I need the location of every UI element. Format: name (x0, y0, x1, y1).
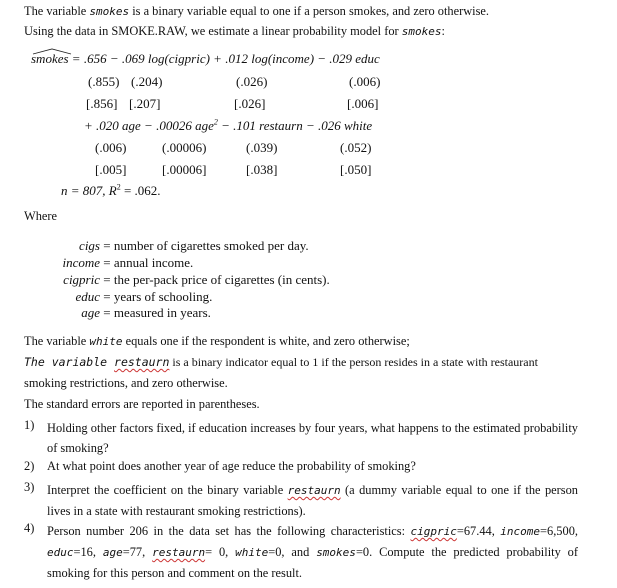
var-restaurn: restaurn (114, 355, 170, 369)
definition-cigs: cigs = number of cigarettes smoked per day. (79, 238, 309, 253)
se-row-1-d: (.006) (349, 74, 381, 89)
rse-row-1-c: [.026] (234, 96, 266, 111)
se-row-2-b: (.00006) (162, 140, 207, 155)
var-educ-q4: educ (47, 546, 74, 559)
var-white-q4: white (235, 546, 269, 559)
note-white: The variable white equals one if the respondent is white, and zero otherwise; (24, 334, 410, 348)
note-restaurn-cont: smoking restrictions, and zero otherwise. (24, 376, 228, 390)
var-smokes-2: smokes (401, 25, 442, 38)
var-white: white (89, 335, 123, 348)
se-row-1-b: (.204) (131, 74, 163, 89)
question-2-text: At what point does another year of age reduce the probability of smoking? (47, 459, 416, 473)
regression-stats: n = 807, $R^2 = .062$. (61, 182, 161, 198)
question-3-text: Interpret the coefficient on the binary variable restaurn (a dummy variable equal to one if the person lives in a state with restaurant smoking restrictions). (47, 483, 578, 518)
var-income-q4: income (500, 525, 541, 538)
rse-row-1-a: [.856] (86, 96, 118, 111)
se-row-1-a: (.855) (88, 74, 120, 89)
note-standard-errors: The standard errors are reported in parentheses. (24, 397, 260, 411)
rse-row-1-d: [.006] (347, 96, 379, 111)
question-3-number: 3) (24, 480, 35, 494)
intro-line-2: Using the data in SMOKE.RAW, we estimate a linear probability model for smokes: (24, 24, 445, 38)
definition-age: age = measured in years. (81, 305, 211, 320)
var-smokes-q4: smokes (316, 546, 356, 559)
var-restaurn-q4: restaurn (152, 546, 206, 559)
rse-row-2-b: [.00006] (162, 162, 207, 177)
definition-cigpric: cigpric = the per-pack price of cigarettes (in cents). (63, 272, 330, 287)
se-row-2-c: (.039) (246, 140, 278, 155)
question-1-number: 1) (24, 418, 35, 432)
question-1-text: Holding other factors fixed, if education increases by four years, what happens to the estimated probability of smoking? (47, 421, 578, 455)
note-restaurn: The variable restaurn is a binary indicator equal to 1 if the person resides in a state with restaurant (24, 355, 538, 369)
definition-income: income = annual income. (62, 255, 194, 270)
var-restaurn-q3: restaurn (287, 484, 341, 497)
equation-row-1-terms: = .656 − .069 log(cigpric) + .012 log(income) − .029 educ (71, 51, 380, 66)
question-4-text: Person number 206 in the data set has the following characteristics: cigpric=67.44, income=6,500, educ=16, age=77, restaurn= 0, white=0, and smokes=0. Compute the predicted probability of smoking for this person and comment on the result. (47, 524, 578, 580)
equation-row-1 (31, 51, 380, 66)
equation-lhs: smokes (31, 51, 69, 66)
se-row-2-d: (.052) (340, 140, 372, 155)
question-4-number: 4) (24, 521, 35, 535)
question-2-number: 2) (24, 459, 35, 473)
se-row-2-a: (.006) (95, 140, 127, 155)
var-age-q4: age (102, 546, 123, 559)
rse-row-2-a: [.005] (95, 162, 127, 177)
rse-row-2-c: [.038] (246, 162, 278, 177)
rse-row-2-d: [.050] (340, 162, 372, 177)
var-smokes: smokes (89, 5, 130, 18)
se-row-1-c: (.026) (236, 74, 268, 89)
rse-row-1-b: [.207] (129, 96, 161, 111)
definition-educ: educ = years of schooling. (75, 289, 213, 304)
intro-line-1: The variable smokes is a binary variable equal to one if a person smokes, and zero otherwise. (24, 4, 490, 18)
where-label: Where (24, 209, 58, 223)
equation-row-2: + .020 age − .00026 age$^2$ − .101 restaurn − .026 white (84, 117, 373, 133)
var-cigpric-q4: cigpric (410, 525, 457, 538)
